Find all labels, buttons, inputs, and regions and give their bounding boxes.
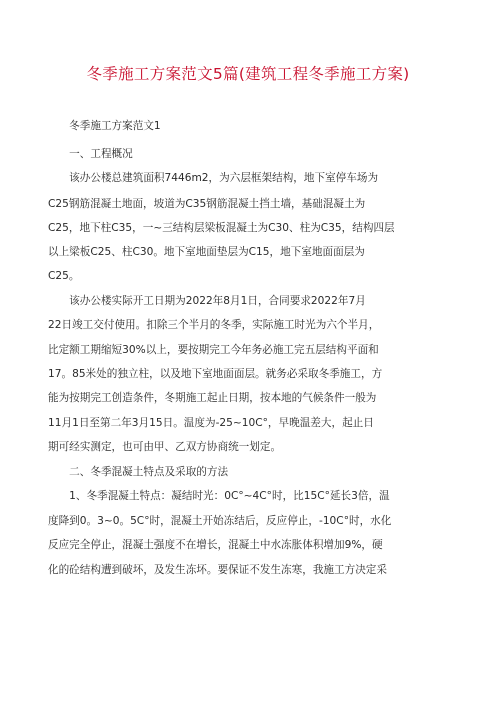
text-line: 22日竣工交付使用。扣除三个半月的冬季，实际施工时光为六个半月， <box>48 319 380 331</box>
text-line: 能为按期完工创造条件，冬期施工起止日期，按本地的气候条件一般为 <box>48 392 377 404</box>
document-title: 冬季施工方案范文5篇(建筑工程冬季施工方案) <box>86 65 410 83</box>
text-line: 11月1日至第二年3月15日。温度为-25~10C°，早晚温差大，起止日 <box>48 417 374 429</box>
text-line: 二、冬季混凝土特点及采取的方法 <box>48 466 229 478</box>
text-line: 该办公楼总建筑面积7446m2，为六层框架结构，地下室停车场为 <box>48 172 379 184</box>
text-line: 度降到0。3~0。5C°时，混凝土开始冻结后，反应停止，-10C°时，水化 <box>48 515 392 527</box>
text-line: C25钢筋混凝土地面，坡道为C35钢筋混凝土挡土墙，基础混凝土为 <box>48 198 366 210</box>
text-line: 比定额工期缩短30%以上，要按期完工今年务必施工完五层结构平面和 <box>48 344 379 356</box>
text-line: 反应完全停止，混凝土强度不在增长，混凝土中水冻胀体积增加9%，硬 <box>48 539 383 551</box>
text-line: 冬季施工方案范文1 <box>48 120 161 132</box>
text-line: 该办公楼实际开工日期为2022年8月1日，合同要求2022年7月 <box>48 295 366 307</box>
text-line: 一、工程概况 <box>48 148 133 160</box>
text-line: 1、冬季混凝土特点：凝结时光：0C°~4C°时，比15C°延长3倍，温 <box>48 490 390 502</box>
text-line: 期可经实测定，也可由甲、乙双方协商统一划定。 <box>48 441 282 453</box>
text-line: C25。 <box>48 270 80 282</box>
text-line: 以上梁板C25、柱C30。地下室地面垫层为C15，地下室地面面层为 <box>48 246 365 258</box>
text-line: 17。85米处的独立柱，以及地下室地面面层。就务必采取冬季施工，方 <box>48 368 383 380</box>
text-line: C25，地下柱C35，一~三结构层梁板混凝土为C30、柱为C35，结构四层 <box>48 222 395 234</box>
text-line: 化的砼结构遭到破坏，及发生冻坏。要保证不发生冻寒，我施工方决定采 <box>48 564 387 576</box>
